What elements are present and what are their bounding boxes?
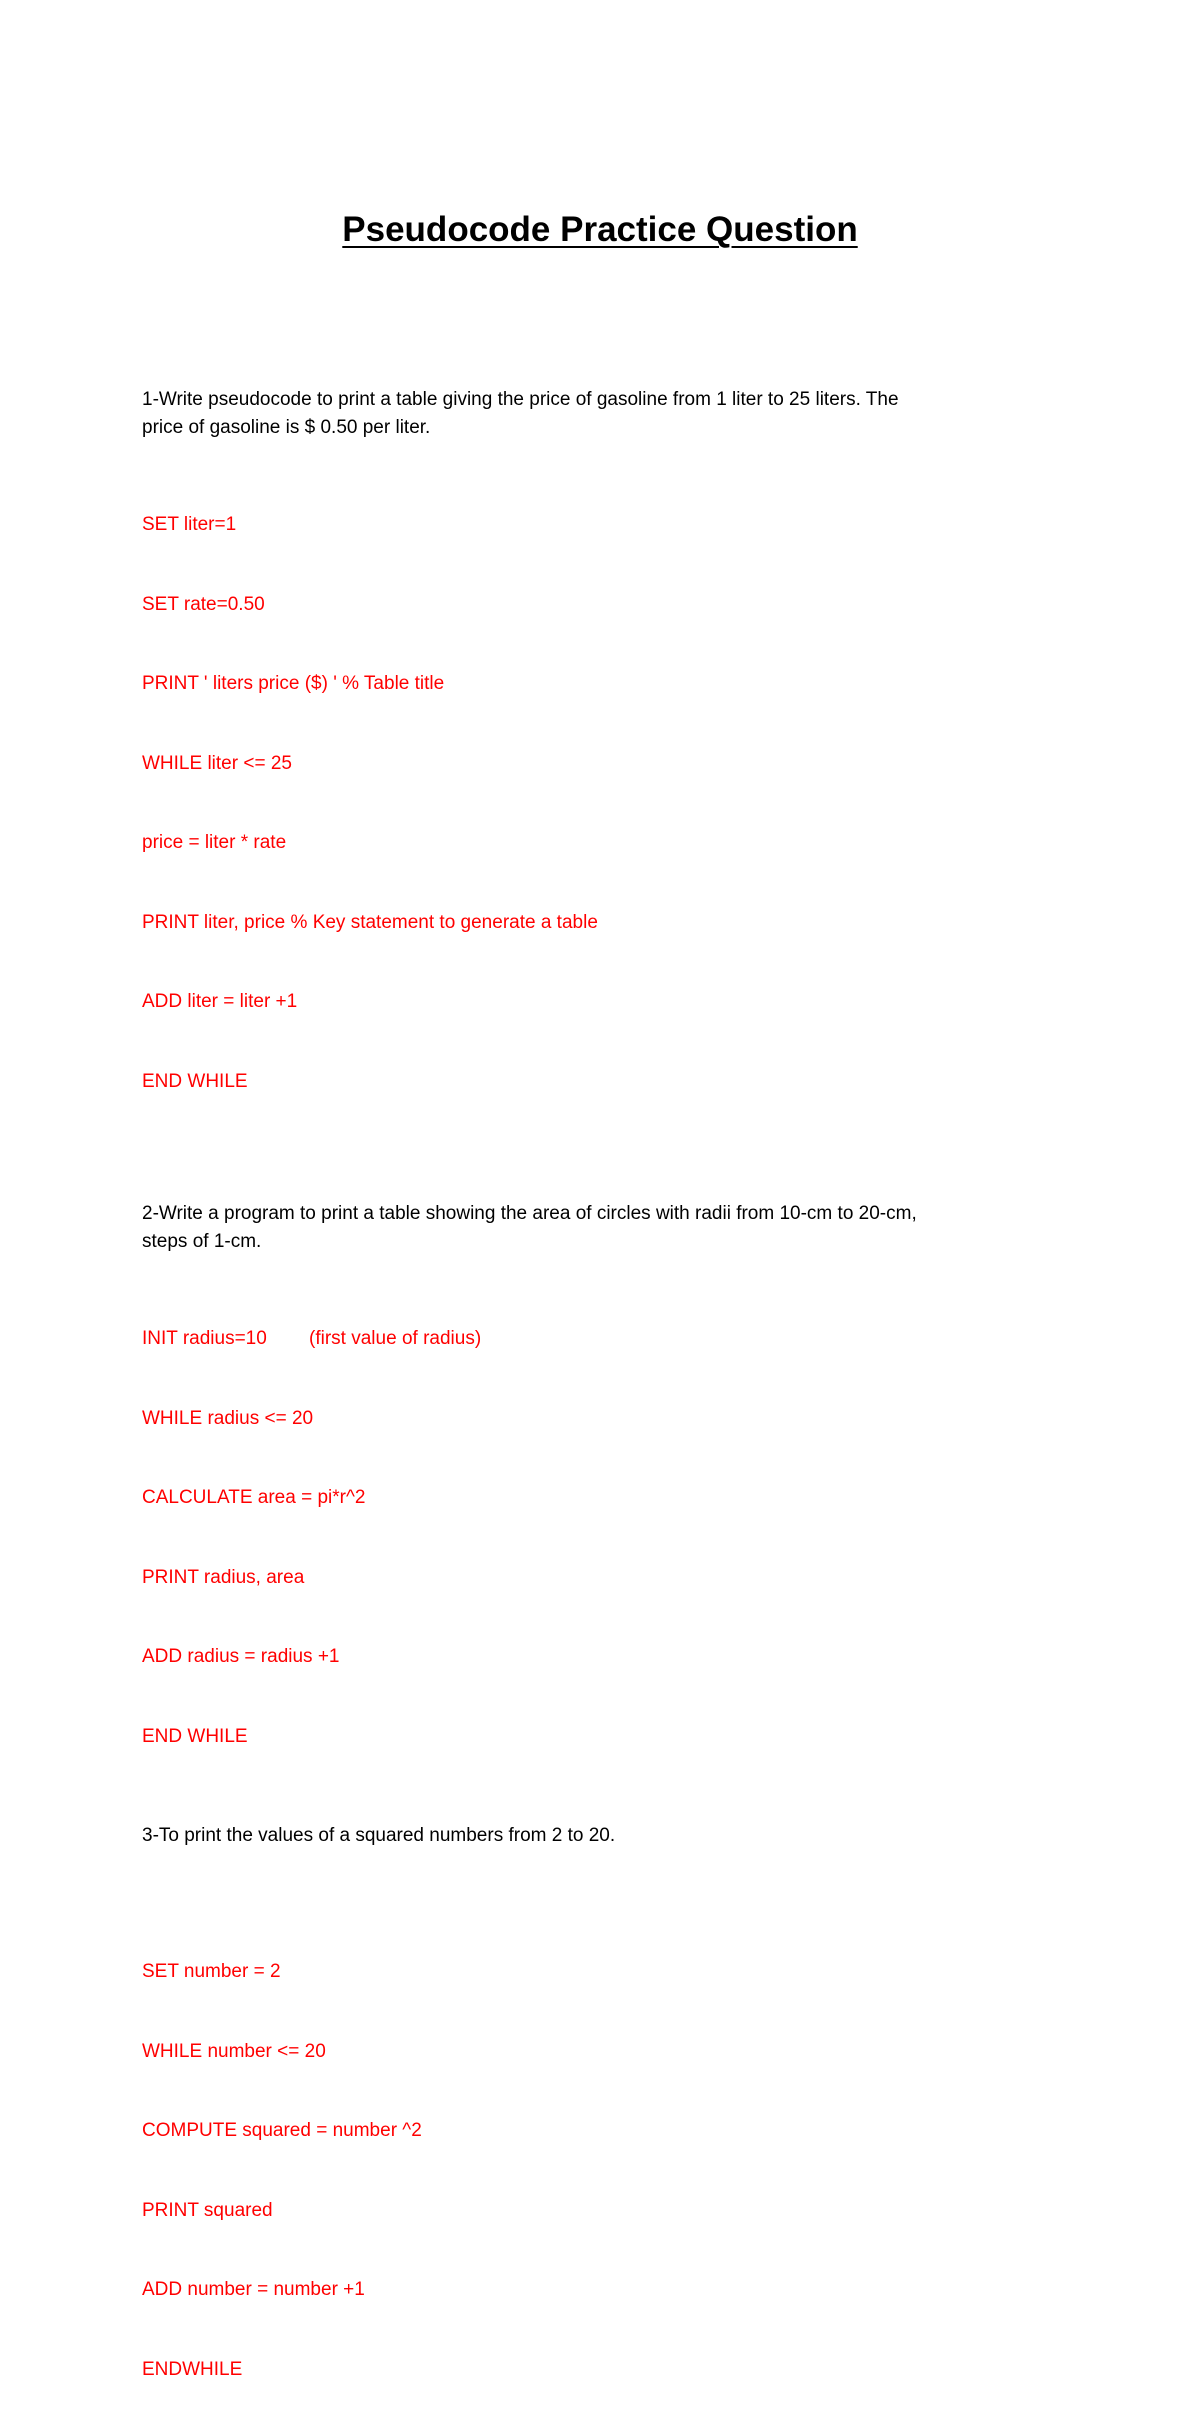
code-line: ADD number = number +1 <box>142 2279 365 2300</box>
question-1-prompt <box>142 386 1042 442</box>
code-line: price = liter * rate <box>142 832 287 853</box>
document-body <box>142 386 1042 2436</box>
question-3-line-1: 3-To print the values of a squared numbers from 2 to 20. <box>142 1825 616 1846</box>
page-title: Pseudocode Practice Question <box>342 210 858 249</box>
code-line: ADD liter = liter +1 <box>142 991 298 1012</box>
question-1-code <box>142 459 1042 1148</box>
code-line: SET liter=1 <box>142 514 237 535</box>
question-3-prompt <box>142 1822 1042 1850</box>
code-line: PRINT ' liters price ($) ' % Table title <box>142 673 445 694</box>
code-line: END WHILE <box>142 1725 248 1747</box>
question-3-code <box>142 1906 1042 2436</box>
question-2-code <box>142 1273 1042 1803</box>
question-1-line-2: price of gasoline is $ 0.50 per liter. <box>142 417 431 438</box>
code-line: END WHILE <box>142 1070 248 1092</box>
question-2-line-1: 2-Write a program to print a table showing the area of circles with radii from 10-cm to 20-cm, <box>142 1203 917 1224</box>
code-line: ADD radius = radius +1 <box>142 1646 340 1667</box>
code-line: PRINT squared <box>142 2199 273 2221</box>
code-line: WHILE radius <= 20 <box>142 1407 314 1429</box>
code-line: INIT radius=10 (first value of radius) <box>142 1328 482 1349</box>
question-1-line-1: 1-Write pseudocode to print a table giving the price of gasoline from 1 liter to 25 liters. The <box>142 389 899 410</box>
code-line: WHILE liter <= 25 <box>142 752 292 774</box>
code-line: SET number = 2 <box>142 1961 281 1982</box>
code-line: ENDWHILE <box>142 2358 243 2380</box>
code-line: PRINT radius, area <box>142 1566 305 1588</box>
code-line: CALCULATE area = pi*r^2 <box>142 1487 366 1508</box>
code-line: SET rate=0.50 <box>142 593 265 615</box>
code-line: PRINT liter, price % Key statement to generate a table <box>142 911 598 933</box>
code-line: WHILE number <= 20 <box>142 2040 326 2062</box>
code-line: COMPUTE squared = number ^2 <box>142 2120 422 2141</box>
question-2-line-2: steps of 1-cm. <box>142 1231 262 1252</box>
question-2-prompt <box>142 1200 1042 1256</box>
